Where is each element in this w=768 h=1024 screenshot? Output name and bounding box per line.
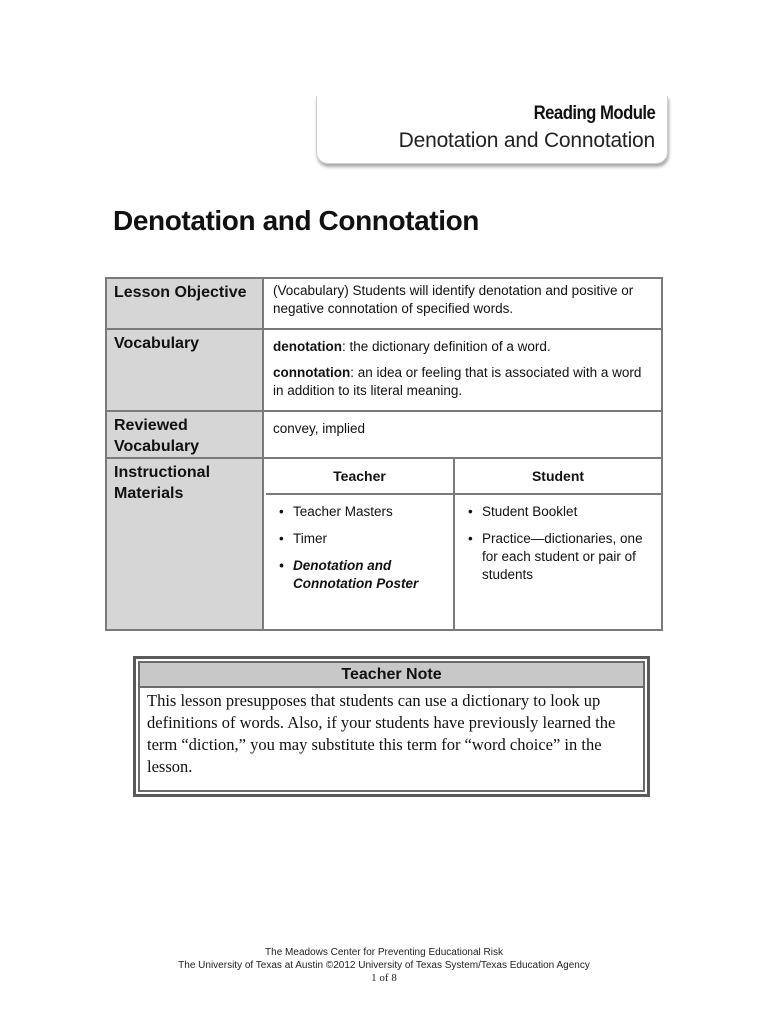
footer-organization: The Meadows Center for Preventing Educational Risk	[265, 947, 503, 958]
vocab-definition: : an idea or feeling that is associated with a word in addition to its literal meaning.	[273, 365, 642, 398]
list-item: • Student Booklet	[466, 503, 660, 521]
objective-text: (Vocabulary) Students will identify denotation and positive or negative connotation of specified words.	[273, 283, 634, 316]
materials-label-line1: Instructional	[114, 464, 211, 481]
vocab-term: connotation	[273, 365, 351, 380]
teacher-column-header: Teacher	[333, 468, 386, 484]
footer-copyright: The University of Texas at Austin ©2012 University of Texas System/Texas Education Agency	[178, 960, 590, 971]
reviewed-label-line2: Vocabulary	[114, 438, 200, 455]
module-label: Reading Module	[533, 103, 655, 124]
materials-row	[107, 459, 661, 629]
page-title: Denotation and Connotation	[113, 205, 479, 236]
page-footer	[0, 946, 768, 985]
page-number: 1 of 8	[371, 972, 397, 984]
teacher-note-heading: Teacher Note	[138, 661, 645, 688]
vocab-definition: : the dictionary definition of a word.	[342, 339, 551, 354]
column-divider	[453, 459, 455, 629]
list-item: • Teacher Masters	[277, 503, 447, 521]
vocab-term-denotation	[273, 338, 655, 356]
reviewed-row	[107, 412, 661, 457]
materials-label-line2: Materials	[114, 485, 184, 502]
vocabulary-row	[107, 330, 661, 410]
lesson-table	[105, 277, 663, 631]
objective-row	[107, 279, 661, 328]
list-item: • Denotation and Connotation Poster	[277, 557, 447, 593]
module-subtitle: Denotation and Connotation	[398, 129, 655, 152]
list-item: • Timer	[277, 530, 447, 548]
student-materials-list	[466, 503, 660, 593]
student-column-header: Student	[531, 468, 585, 484]
materials-label	[107, 459, 264, 629]
vocab-term: denotation	[273, 339, 342, 354]
reviewed-label	[107, 412, 264, 457]
objective-label: Lesson Objective	[107, 279, 264, 328]
vocab-term-connotation	[273, 364, 655, 400]
teacher-materials-list	[277, 503, 447, 602]
teacher-note-box	[133, 656, 650, 797]
reviewed-text: convey, implied	[273, 421, 366, 436]
subheader-divider	[266, 493, 661, 495]
list-item: • Practice—dictionaries, one for each student or pair of students	[466, 530, 660, 584]
module-header-tab	[316, 96, 668, 164]
reviewed-label-line1: Reviewed	[114, 417, 188, 434]
vocabulary-content	[266, 330, 661, 410]
vocabulary-label: Vocabulary	[107, 330, 264, 410]
teacher-note-body: This lesson presupposes that students can use a dictionary to look up definitions of words. Also, if your students have previously learned the term “diction,” you may substitute this term for “word choice” in the lesson.	[138, 688, 645, 792]
